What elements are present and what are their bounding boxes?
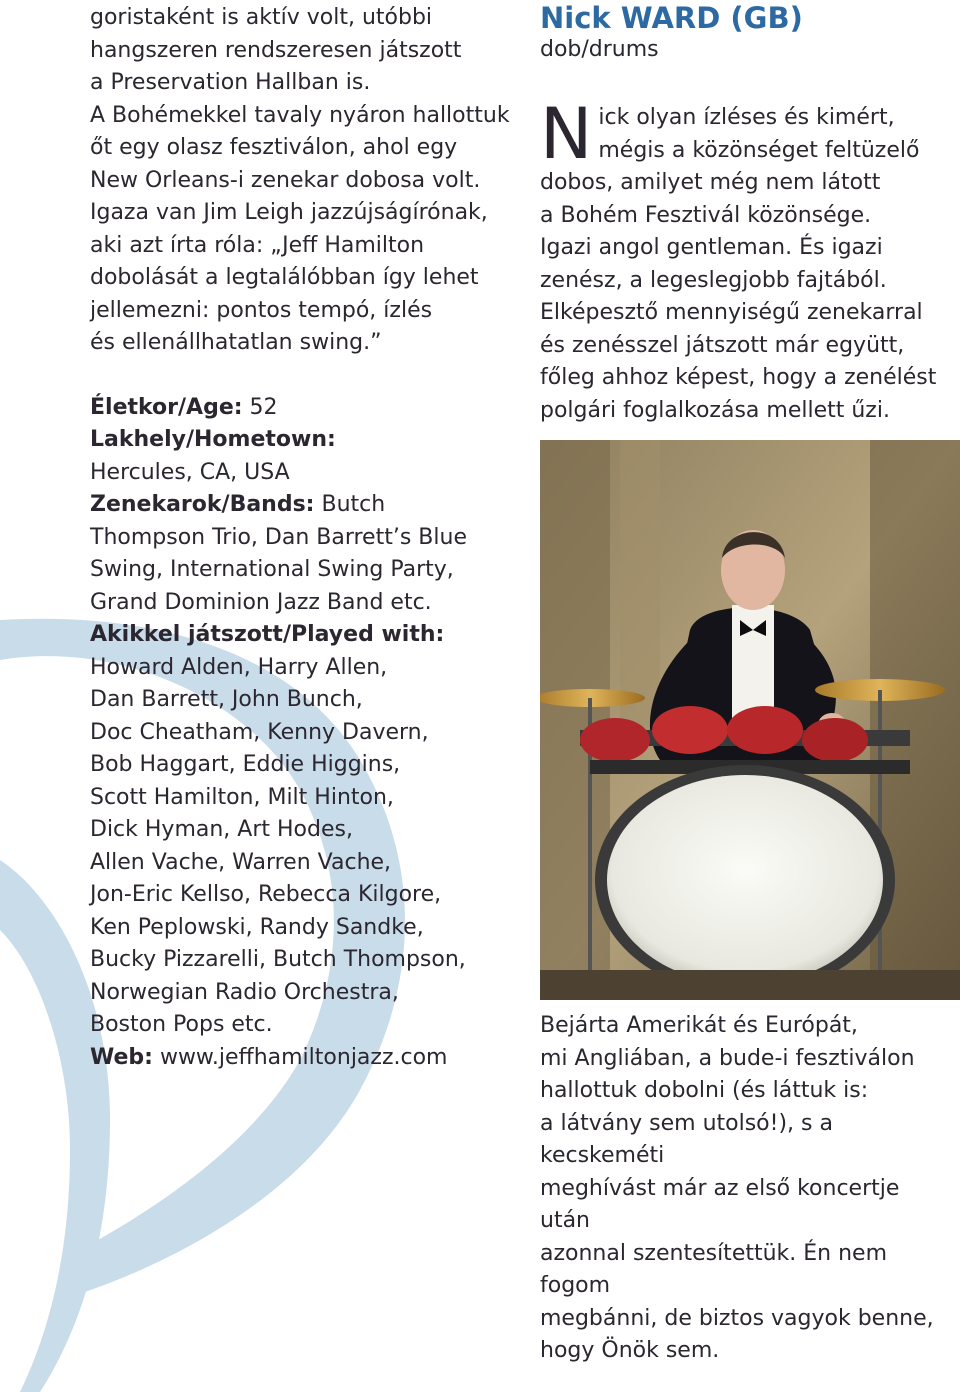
artist-title: Nick WARD (GB) (540, 1, 803, 35)
drop-cap: N (540, 93, 593, 175)
age-line (90, 392, 520, 425)
bio-paragraph: goristaként is aktív volt, utóbbi hangszeren rendszeresen játszott a Preservation Hallban is. A Bohémekkel tavaly nyáron hallottuk őt egy olasz fesztiválon, ahol egy New Orleans-i zenekar dobosa volt. Igaza van Jim Leigh jazzújságírónak, aki azt írta róla: „Jeff Hamilton dobolását a legtalálóbban így lehet jellemezni: pontos tempó, ízlés és ellenállhatatlan swing.” (90, 5, 510, 355)
right-column (540, 2, 955, 427)
artist-instrument: dob/drums (540, 37, 659, 62)
played-with-label: Akikkel játszott/Played with: (90, 622, 445, 647)
web-link[interactable]: www.jeffhamiltonjazz.com (152, 1044, 448, 1070)
intro-paragraph (540, 93, 955, 427)
drummer-photo (540, 440, 960, 1000)
bands-value: Butch Thompson Trio, Dan Barrett’s Blue Swing, International Swing Party, Grand Dominion Jazz Band etc. (90, 492, 467, 615)
hometown-label: Lakhely/Hometown: (90, 427, 336, 452)
bands-label: Zenekarok/Bands: (90, 492, 315, 517)
hometown-value: Hercules, CA, USA (90, 459, 290, 485)
age-value: 52 (242, 394, 278, 420)
played-with-value: Howard Alden, Harry Allen, Dan Barrett, John Bunch, Doc Cheatham, Kenny Davern, Bob Haggart, Eddie Higgins, Scott Hamilton, Milt Hinton, Dick Hyman, Art Hodes, Allen Vache, Warren Vache, Jon-Eric Kellso, Rebecca Kilgore, Ken Peplowski, Randy Sandke, Bucky Pizzarelli, Butch Thompson, Norwegian Radio Orchestra, Boston Pops etc. (90, 654, 466, 1037)
web-label: Web: (90, 1044, 153, 1070)
intro-text: ick olyan ízléses és kimért, mégis a közönséget feltüzelő dobos, amilyet még nem látott a Bohém Fesztivál közönsége. Igazi angol gentleman. És igazi zenész, a legeslegjobb fajtából. Elképesztő mennyiségű zenekarral és zenésszel játszott már együtt, főleg ahhoz képest, hogy a zenélést polgári foglalkozása mellett űzi. (540, 105, 937, 423)
bands-line (90, 489, 520, 619)
age-label: Életkor/Age: (90, 394, 243, 420)
closing-paragraph: Bejárta Amerikát és Európát, mi Angliában, a bude-i fesztiválon hallottuk dobolni (és láttuk is: a látvány sem utolsó!), s a kecskeméti meghívást már az első koncertje után azonnal szentesítettük. Én nem fogom megbánni, de biztos vagyok benne, hogy Önök sem. (540, 1013, 934, 1363)
web-line (90, 1042, 520, 1075)
left-column (90, 2, 520, 1074)
